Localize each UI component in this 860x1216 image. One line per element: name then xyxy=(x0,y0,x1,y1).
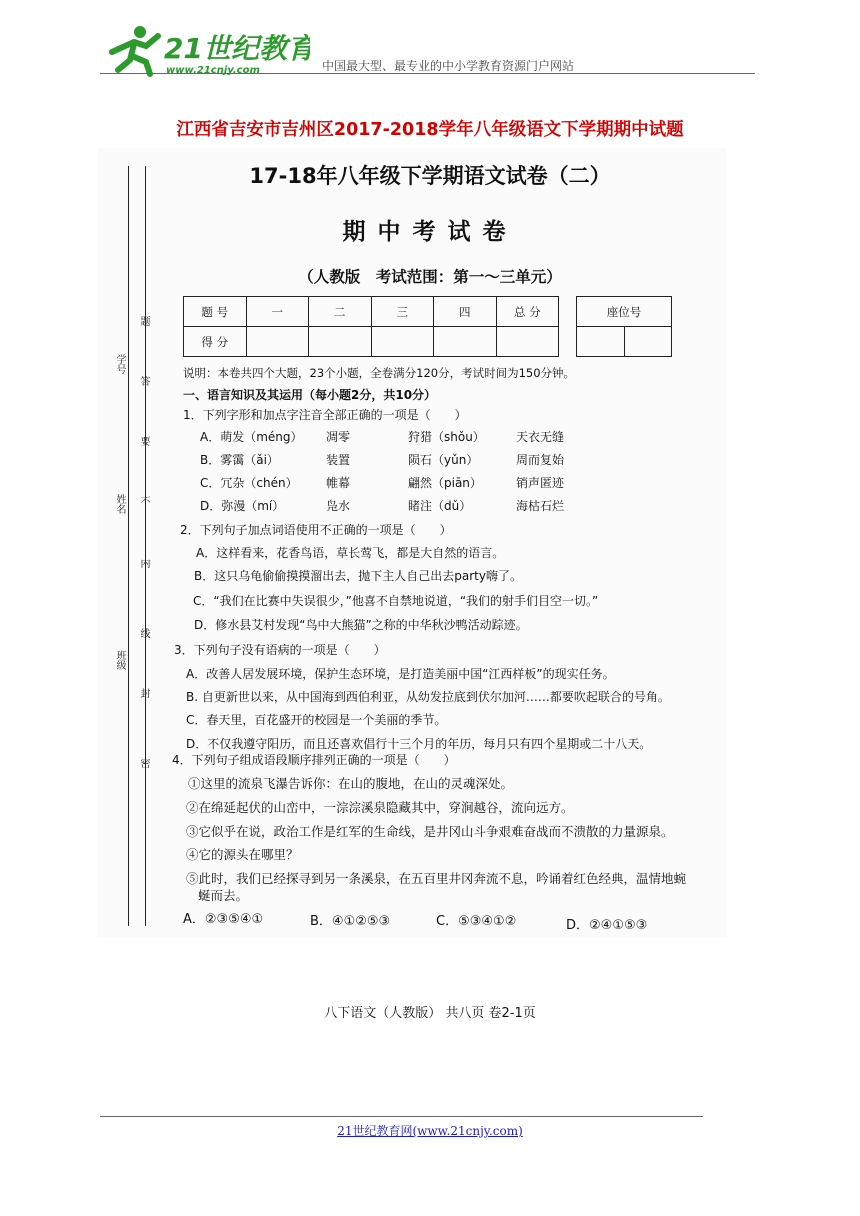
q1-option-cell: 凫水 xyxy=(326,499,351,513)
footer-divider xyxy=(100,1116,703,1117)
score-cell xyxy=(434,327,497,357)
side-label: 内 xyxy=(138,558,149,568)
q4-sentence: 蜒而去。 xyxy=(198,888,249,903)
q1-option-cell: 狩猎（shǒu） xyxy=(408,430,485,444)
q1-option-cell: 陨石（yǔn） xyxy=(408,453,479,467)
site-logo xyxy=(100,22,310,78)
side-label: 题 xyxy=(138,316,149,326)
document-title: 江西省吉安市吉州区2017-2018学年八年级语文下学期期中试题 xyxy=(176,120,684,140)
score-cell xyxy=(496,327,559,357)
score-cell xyxy=(309,327,372,357)
side-label: 线 xyxy=(138,628,149,638)
q1-option-cell: B．雾霭（ǎi） xyxy=(200,453,279,467)
site-slogan: 中国最大型、最专业的中小学教育资源门户网站 xyxy=(322,59,575,73)
q4-choice: C．⑤③④①② xyxy=(436,914,517,929)
q4-choice: A．②③⑤④① xyxy=(183,912,264,927)
score-table-header: 题 号 xyxy=(184,297,247,327)
seat-label: 座位号 xyxy=(577,297,672,327)
q1-option-cell: 睹注（dǔ） xyxy=(408,499,472,513)
q3-option: D．不仅我遵守阳历，而且还喜欢倡行十三个月的年历，每月只有四个星期或二十八天。 xyxy=(186,737,652,751)
seat-cell xyxy=(577,327,625,357)
score-table-header: 四 xyxy=(434,297,497,327)
logo-url: www.21cnjy.com xyxy=(166,65,260,76)
q1-option-cell: 帷幕 xyxy=(326,476,351,490)
instructions: 说明：本卷共四个大题，23个小题，全卷满分120分，考试时间为150分钟。 xyxy=(183,366,576,380)
q3-option: C．春天里，百花盛开的校园是一个美丽的季节。 xyxy=(186,713,447,727)
q1-option-cell: 翩然（piān） xyxy=(408,476,482,490)
q3-option: A．改善人居发展环境，保护生态环境，是打造美丽中国“江西样板”的现实任务。 xyxy=(186,667,615,681)
side-label: 封 xyxy=(138,688,149,698)
side-label: 要 xyxy=(138,436,149,446)
q2-option: B．这只乌龟偷偷摸摸溜出去，抛下主人自己出去party嗨了。 xyxy=(194,569,522,583)
runner-icon xyxy=(112,26,158,74)
q4-sentence: ⑤此时，我们已经探寻到另一条溪泉，在五百里井冈奔流不息，吟诵着红色经典，温情地蜿 xyxy=(186,871,687,886)
name-label: 姓名 xyxy=(114,494,125,514)
q1-option-cell: A．萌发（méng） xyxy=(200,430,303,444)
q4-sentence: ③它似乎在说，政治工作是红军的生命线，是井冈山斗争艰难奋战而不溃散的力量源泉。 xyxy=(186,824,674,839)
question-stem: 2．下列句子加点词语使用不正确的一项是（ ） xyxy=(180,523,452,537)
q1-option-cell: 天衣无缝 xyxy=(516,430,565,444)
student-id-label: 学号 xyxy=(114,354,125,374)
q1-option-cell: D．弥漫（mí） xyxy=(200,499,285,513)
class-label: 班级 xyxy=(114,650,125,670)
q4-choice: D．②④①⑤③ xyxy=(566,918,648,933)
q4-sentence: ④它的源头在哪里？ xyxy=(186,847,299,862)
score-row-label: 得 分 xyxy=(184,327,247,357)
score-cell xyxy=(246,327,309,357)
seat-table xyxy=(576,296,672,357)
paper-page-footer: 八下语文（人教版） 共八页 卷2-1页 xyxy=(324,1006,536,1021)
question-stem: 1．下列字形和加点字注音全部正确的一项是（ ） xyxy=(183,408,467,422)
q1-option-cell: C．冗杂（chén） xyxy=(200,476,298,490)
q4-sentence: ①这里的流泉飞瀑告诉你：在山的腹地，在山的灵魂深处。 xyxy=(188,776,514,791)
q3-option: B. 自更新世以来，从中国海到西伯利亚，从幼发拉底到伏尔加河……都要吹起联合的号角。 xyxy=(186,690,670,704)
seat-cell xyxy=(624,327,672,357)
q2-option: C．“我们在比赛中失误很少，”他喜不自禁地说道，“我们的射手们目空一切。” xyxy=(193,594,599,608)
score-table-header: 三 xyxy=(371,297,434,327)
paper-scope: （人教版 考试范围：第一～三单元） xyxy=(298,268,562,286)
question-stem: 4．下列句子组成语段顺序排列正确的一项是（ ） xyxy=(172,753,456,767)
q1-option-cell: 周而复始 xyxy=(516,453,565,467)
header-divider xyxy=(100,73,755,74)
site-footer-link[interactable]: 21世纪教育网(www.21cnjy.com) xyxy=(337,1124,523,1138)
q4-sentence: ②在绵延起伏的山峦中，一淙淙溪泉隐藏其中，穿涧越谷，流向远方。 xyxy=(186,800,574,815)
score-cell xyxy=(371,327,434,357)
side-label: 答 xyxy=(138,376,149,386)
score-table-header: 二 xyxy=(309,297,372,327)
q1-option-cell: 销声匿迹 xyxy=(516,476,565,490)
question-stem: 3．下列句子没有语病的一项是（ ） xyxy=(174,643,386,657)
score-table-header: 总 分 xyxy=(496,297,559,327)
side-label: 密 xyxy=(138,758,149,768)
q1-option-cell: 凋零 xyxy=(326,430,351,444)
q1-option-cell: 装置 xyxy=(326,453,351,467)
score-table-header: 一 xyxy=(246,297,309,327)
section-heading: 一、语言知识及其运用（每小题2分，共10分） xyxy=(183,388,437,402)
score-table xyxy=(183,296,559,357)
side-label: 不 xyxy=(138,496,149,506)
q2-option: D．修水县艾村发现“鸟中大熊猫”之称的中华秋沙鸭活动踪迹。 xyxy=(194,618,528,632)
logo-wordmark: 21世纪教育 xyxy=(164,32,310,65)
q4-choice: B．④①②⑤③ xyxy=(310,914,391,929)
q1-option-cell: 海枯石烂 xyxy=(516,499,565,513)
paper-title: 17-18年八年级下学期语文试卷（二） xyxy=(249,164,611,188)
q2-option: A．这样看来，花香鸟语，草长莺飞，都是大自然的语言。 xyxy=(196,546,505,560)
paper-subtitle: 期中考试卷 xyxy=(342,219,518,245)
